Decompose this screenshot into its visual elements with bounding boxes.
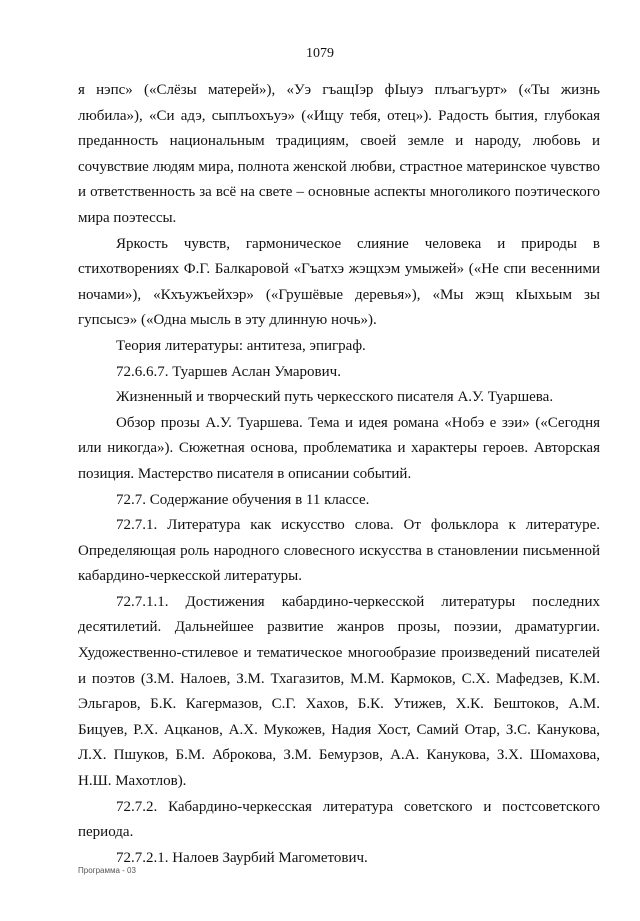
paragraph: Яркость чувств, гармоническое слияние человека и природы в стихотворениях Ф.Г. Балкаровой «Гъатхэ жэщхэм умыжей» («Не спи весенними ночами»), «Кхъужъейхэр» («Грушёвые деревья»), «Мы жэщ кIыхьым зы гупсысэ» («Одна мысль в эту длинную ночь»). — [78, 235, 600, 329]
page-footer: Программа - 03 — [78, 866, 136, 875]
page-number: 1079 — [306, 46, 334, 61]
paragraph: 72.7.2. Кабардино-черкесская литература советского и постсоветского периода. — [78, 798, 600, 841]
paragraph: 72.7.1.1. Достижения кабардино-черкесской литературы последних десятилетий. Дальнейшее развитие жанров прозы, поэзии, драматургии. Художественно-стилевое и тематическое многообразие произведений писателей и поэтов (З.М. Налоев, З.М. Тхагазитов, М.М. Кармоков, С.Х. Мафедзев, К.М. Эльгаров, Б.К. Кагермазов, С.Г. Хахов, Б.К. Утижев, Х.К. Бештоков, А.М. Бицуев, Р.Х. Ацканов, А.Х. Мукожев, Надия Хост, Самий Отар, З.С. Канукова, Л.Х. Пшуков, Б.М. Аброкова, З.М. Бемурзов, А.А. Канукова, З.Х. Шомахова, Н.Ш. Махотлов). — [78, 593, 600, 790]
paragraph: 72.7. Содержание обучения в 11 классе. — [116, 491, 370, 508]
paragraph: Жизненный и творческий путь черкесского писателя А.У. Туаршева. — [116, 389, 554, 406]
paragraph: 72.6.6.7. Туаршев Аслан Умарович. — [116, 363, 341, 380]
paragraph: Теория литературы: антитеза, эпиграф. — [116, 337, 366, 354]
paragraph: я нэпс» («Слёзы матерей»), «Уэ гъащIэр фIыуэ плъагъурт» («Ты жизнь любила»), «Си адэ, сыплъохъуэ» («Ищу тебя, отец»). Радость бытия, глубокая преданность национальным традициям, своей земле и народу, любовь и сочувствие людям мира, полнота женской любви, страстное материнское чувство и ответственность за всё на свете – основные аспекты многоликого поэтического мира поэтессы. — [78, 82, 600, 226]
paragraph: Обзор прозы А.У. Туаршева. Тема и идея романа «Нобэ е зэи» («Сегодня или никогда»). Сюжетная основа, проблематика и характеры героев. Авторская позиция. Мастерство писателя в описании событий. — [78, 414, 600, 482]
paragraph: 72.7.2.1. Налоев Заурбий Магометович. — [116, 849, 368, 866]
paragraph: 72.7.1. Литература как искусство слова. От фольклора к литературе. Определяющая роль народного словесного искусства в становлении письменной кабардино-черкесской литературы. — [78, 517, 600, 585]
document-body — [78, 78, 600, 871]
